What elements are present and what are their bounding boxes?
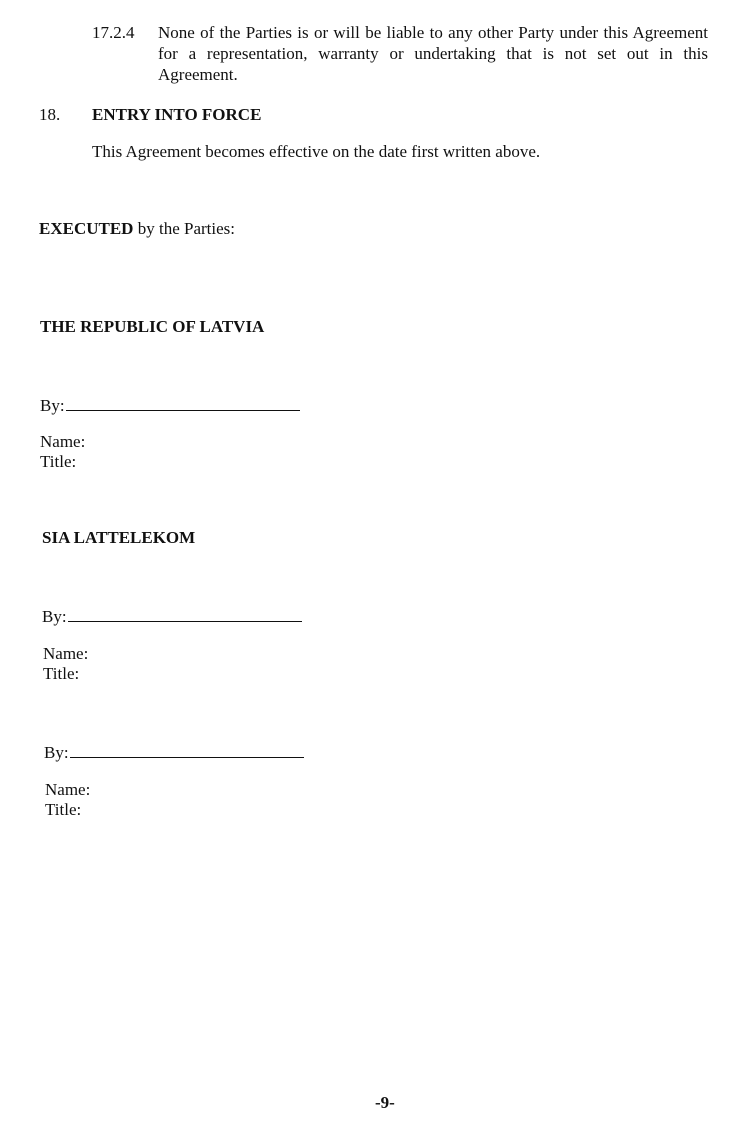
party-1-name-label: Name: [40,432,86,451]
by-label: By: [44,743,69,762]
executed-rest: by the Parties: [133,219,235,238]
party-2-signatory-1-name-label: Name: [43,644,89,663]
clause-number: 17.2.4 [92,23,135,42]
party-1-signature-line [40,394,300,416]
executed-line [39,218,235,239]
clause-18-number: 18. [39,105,61,124]
party-1-title-label: Title: [40,452,77,471]
page-number: -9- [375,1093,395,1112]
by-label: By: [42,607,67,626]
by-label: By: [40,396,65,415]
clause-18-text: This Agreement becomes effective on the date first written above. [92,142,541,161]
executed-keyword: EXECUTED [39,219,134,238]
party-2-signatory-2-name-label: Name: [45,780,91,799]
party-2-signatory-2-signature-line [44,741,304,763]
party-2-signatory-1-signature-line [42,605,302,627]
clause-text: None of the Parties is or will be liable to any other Party under this Agreement for a representation, warranty or undertaking that is not set out in this Agreement. [158,23,708,84]
party-2-signatory-2-title-label: Title: [45,800,82,819]
clause-18-heading: ENTRY INTO FORCE [92,105,262,124]
party-2-name: SIA LATTELEKOM [42,528,196,547]
signature-blank [66,394,300,411]
party-2-signatory-1-title-label: Title: [43,664,80,683]
signature-blank [68,605,302,622]
party-1-name: THE REPUBLIC OF LATVIA [40,317,265,336]
clause-17-2-4 [92,22,708,85]
signature-blank [70,741,304,758]
